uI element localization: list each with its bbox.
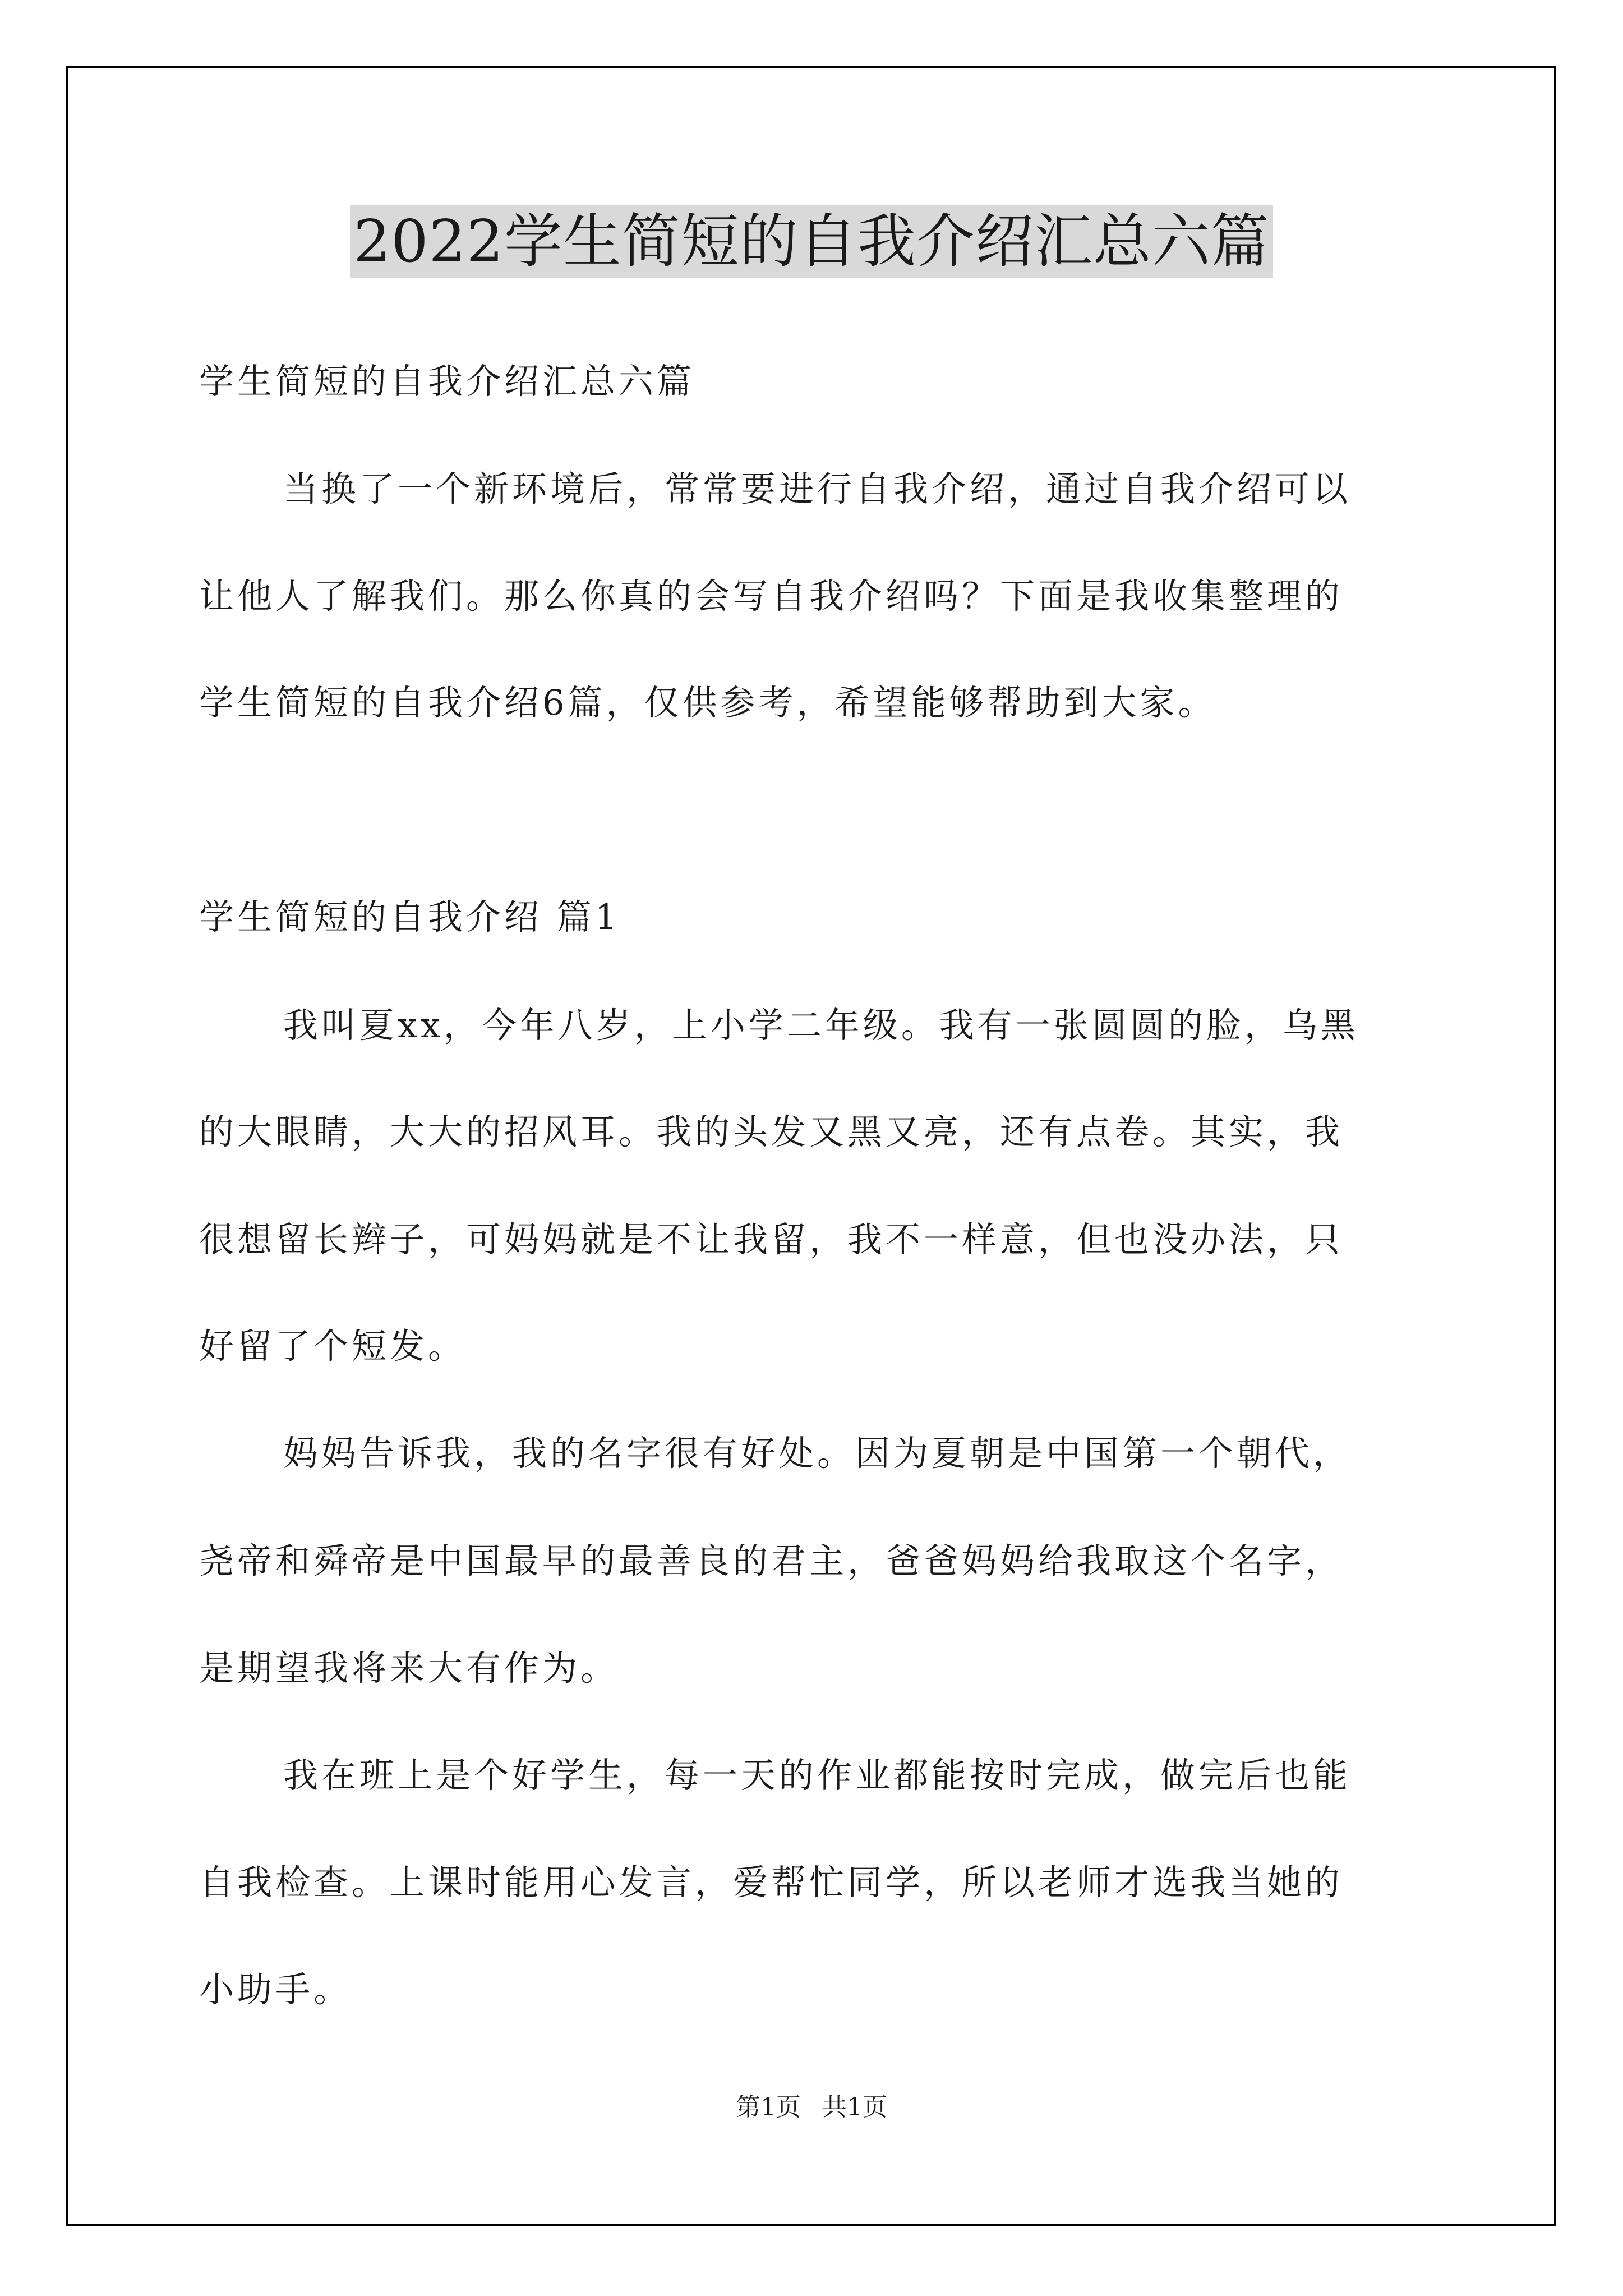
section-heading: 学生简短的自我介绍 篇1 xyxy=(199,896,621,937)
title-container xyxy=(0,205,1623,278)
paragraph-line: 小助手。 xyxy=(199,1969,352,2010)
page-footer xyxy=(0,2087,1623,2123)
intro-line: 学生简短的自我介绍6篇，仅供参考，希望能够帮助到大家。 xyxy=(199,682,1216,723)
paragraph-line: 我叫夏xx，今年八岁，上小学二年级。我有一张圆圆的脸，乌黑 xyxy=(283,1005,1359,1046)
page-number: 第1页 xyxy=(736,2093,801,2122)
paragraph-line: 我在班上是个好学生，每一天的作业都能按时完成，做完后也能 xyxy=(283,1755,1352,1796)
document-subtitle: 学生简短的自我介绍汇总六篇 xyxy=(199,361,695,402)
document-title: 2022学生简短的自我介绍汇总六篇 xyxy=(350,205,1273,278)
paragraph-line: 的大眼睛，大大的招风耳。我的头发又黑又亮，还有点卷。其实，我 xyxy=(199,1111,1344,1152)
intro-line: 当换了一个新环境后，常常要进行自我介绍，通过自我介绍可以 xyxy=(283,468,1352,509)
paragraph-line: 自我检查。上课时能用心发言，爱帮忙同学，所以老师才选我当她的 xyxy=(199,1862,1344,1903)
paragraph-line: 很想留长辫子，可妈妈就是不让我留，我不一样意，但也没办法，只 xyxy=(199,1219,1344,1260)
intro-line: 让他人了解我们。那么你真的会写自我介绍吗？下面是我收集整理的 xyxy=(199,576,1344,616)
page-count: 共1页 xyxy=(822,2093,887,2122)
paragraph-line: 尧帝和舜帝是中国最早的最善良的君主，爸爸妈妈给我取这个名字， xyxy=(199,1540,1344,1581)
paragraph-line: 是期望我将来大有作为。 xyxy=(199,1648,619,1688)
paragraph-line: 妈妈告诉我，我的名字很有好处。因为夏朝是中国第一个朝代， xyxy=(283,1433,1352,1474)
paragraph-line: 好留了个短发。 xyxy=(199,1326,467,1366)
